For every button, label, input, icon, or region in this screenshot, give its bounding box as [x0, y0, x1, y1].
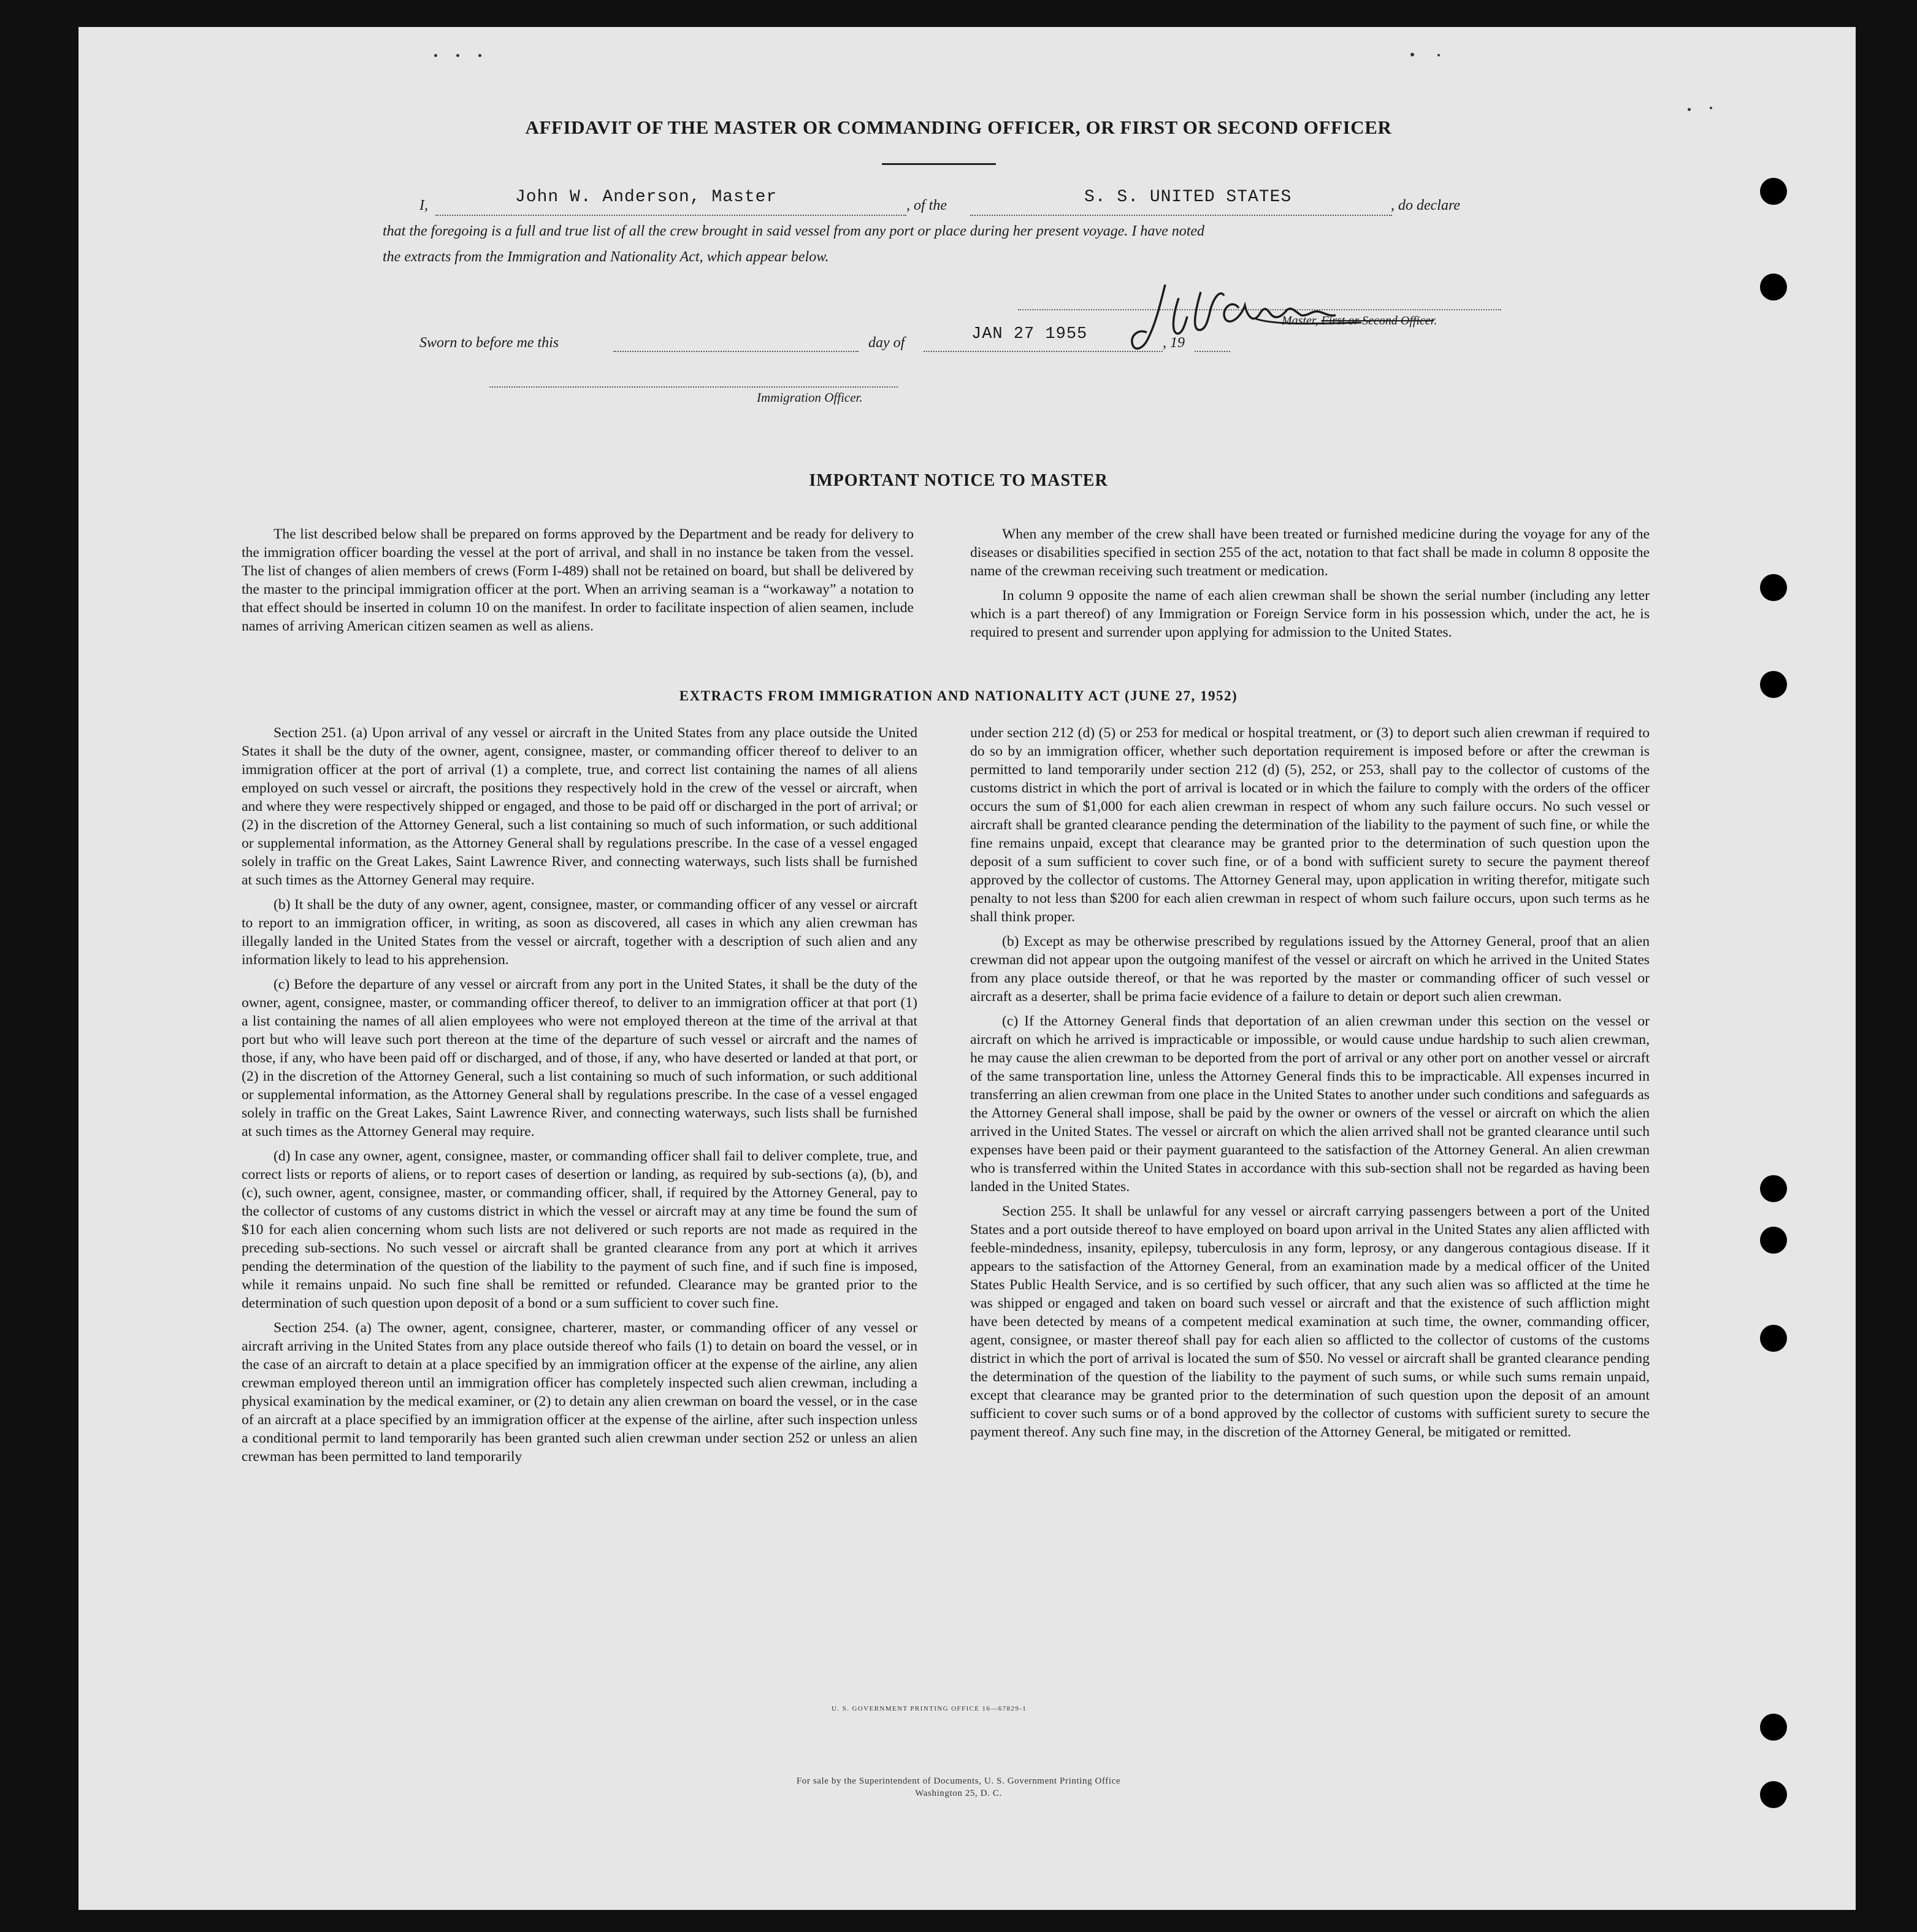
section-251-d: (d) In case any owner, agent, consignee, master, or commanding officer shall fail to deliver complete, true, and correct lists or reports of aliens, or to report cases of desertion or landing, as required by sub-sections (a), (b), and (c), such owner, agent, consignee, master, or commanding officer, shall, if required by the Attorney General, pay to the collector of customs of any customs district in which the vessel or aircraft may at any time be found the sum of $10 for each alien concerning whom such lists are not delivered or such reports are not made as required in the preceding sub-sections. No such vessel or aircraft shall be granted clearance from any port at which it arrives pending the determination of the question of the liability to the payment of such fine, and if such fine is imposed, while it remains unpaid. No such fine shall be remitted or refunded. Clearance may be granted prior to the determination of such question upon deposit of a bond or a sum sufficient to cover such fine. [242, 1148, 917, 1311]
year-line [1195, 351, 1230, 352]
title-underline [882, 163, 996, 165]
sworn-month-line [924, 351, 1163, 352]
affidavit-title: AFFIDAVIT OF THE MASTER OR COMMANDING OFFICER, OR FIRST OR SECOND OFFICER [525, 117, 1392, 138]
punch-hole [1760, 1227, 1787, 1254]
extracts-right-column [970, 724, 1650, 1447]
year-prefix: , 19 [1163, 335, 1185, 351]
punch-hole [1760, 1781, 1787, 1808]
speck [434, 54, 437, 57]
vessel-field-line [970, 215, 1392, 216]
section-251-b: (b) It shall be the duty of any owner, agent, consignee, master, or commanding officer of any vessel or aircraft to report to an immigration officer, in writing, as soon as discovered, all cases in which any alien crewman has illegally landed in the United States from the vessel or aircraft, together with a description of such alien and any information likely to lead to his apprehension. [242, 897, 917, 968]
speck [1688, 108, 1691, 111]
speck [478, 54, 481, 57]
notice-right-column [970, 525, 1650, 648]
declaration-line-3: the extracts from the Immigration and Nationality Act, which appear below. [383, 249, 829, 265]
notice-left-column [242, 525, 914, 642]
section-254-b: (b) Except as may be otherwise prescribed by regulations issued by the Attorney General, proof that an alien crewman did not appear upon the outgoing manifest of the vessel or aircraft on which he arrived in the United States from any place outside thereof, or that he was reported by the master or commanding officer of such vessel or aircraft as a deserter, shall be prima facie evidence of a failure to detain or deport such alien crewman. [970, 933, 1650, 1005]
vessel-name-field: S. S. UNITED STATES [1084, 188, 1292, 207]
extracts-heading: EXTRACTS FROM IMMIGRATION AND NATIONALITY ACT (JUNE 27, 1952) [679, 688, 1238, 703]
section-254-a: Section 254. (a) The owner, agent, consignee, charterer, master, or commanding officer of any vessel or aircraft arriving in the United States from any place outside thereof who fails (1) to detain on board the vessel, or in the case of an aircraft to detain at a place specified by an immigration officer at the expense of the airline, any alien crewman employed thereon until an immigration officer has completely inspected such alien crewman, including a physical examination by the medical examiner, or (2) to detain any alien crewman on board the vessel, or in the case of an aircraft at a place specified by an immigration officer at the expense of the airline, after such inspection unless a conditional permit to land temporarily has been granted such alien crewman under section 252 or unless an alien crewman has been permitted to land temporarily [242, 1320, 917, 1465]
section-251-c: (c) Before the departure of any vessel or aircraft from any port in the United States, it shall be the duty of the owner, agent, consignee, master, or commanding officer thereof, to deliver to an immigration officer at that port (1) a list containing the names of all alien employees who were not employed thereon at the time of the arrival at that port but who will leave such port thereon at the time of the departure of such vessel or aircraft and the names of those, if any, who have been paid off or discharged, and of those, if any, who have deserted or landed at that port, or (2) in the discretion of the Attorney General, such a list containing so much of such information, or such additional or supplemental information, as the Attorney General shall by regulations prescribe. In the case of a vessel engaged solely in traffic on the Great Lakes, Saint Lawrence River, and connecting waterways, such lists shall be furnished at such times as the Attorney General may require. [242, 976, 917, 1140]
punch-hole [1760, 1714, 1787, 1741]
role-suffix: . [1434, 314, 1437, 328]
footer-line-2: Washington 25, D. C. [915, 1788, 1002, 1798]
declaration-prefix: I, [419, 197, 428, 213]
sworn-label: Sworn to before me this [419, 335, 559, 351]
date-stamp: JAN 27 1955 [971, 325, 1088, 343]
do-declare-label: , do declare [1391, 197, 1461, 213]
immigration-officer-label: Immigration Officer. [757, 390, 863, 405]
speck [1710, 107, 1712, 109]
section-251-a: Section 251. (a) Upon arrival of any vessel or aircraft in the United States from any place outside the United States it shall be the duty of the owner, agent, consignee, master, or commanding officer thereof to deliver to an immigration officer at the port of arrival (1) a complete, true, and correct list containing the names of all aliens employed on such vessel or aircraft, the positions they respectively hold in the crew of the vessel or aircraft, when and where they were respectively shipped or engaged, and those to be paid off or discharged in the port of arrival; or (2) in the discretion of the Attorney General, such a list containing so much of such information, or such additional or supplemental information, as the Attorney General shall by regulations prescribe. In the case of a vessel engaged solely in traffic on the Great Lakes, Saint Lawrence River, and connecting waterways, such lists shall be furnished at such times as the Attorney General may require. [242, 725, 917, 888]
notice-left-text: The list described below shall be prepared on forms approved by the Department and be ready for delivery to the immigration officer boarding the vessel at the port of arrival, and shall in no instance be taken from the vessel. The list of changes of alien members of crews (Form I-489) shall not be retained on board, but shall be delivered by the master to the principal immigration officer at the port. When an arriving seaman is a “workaway” a notation to that effect should be inserted in column 10 on the manifest. In order to facilitate inspection of alien seamen, include names of arriving American citizen seamen as well as aliens. [242, 526, 914, 634]
punch-hole [1760, 274, 1787, 301]
name-field-line [435, 215, 906, 216]
role-master: Master, [1282, 314, 1318, 328]
speck [1410, 53, 1414, 56]
footer-line-1: For sale by the Superintendent of Documents, U. S. Government Printing Office [796, 1776, 1121, 1786]
master-name-field: John W. Anderson, Master [515, 188, 778, 207]
notice-heading: IMPORTANT NOTICE TO MASTER [809, 471, 1108, 490]
section-254-c: (c) If the Attorney General finds that deportation of an alien crewman under this section on the vessel or aircraft on which he arrived is impracticable or impossible, or would cause undue hardship to such alien crewman, he may cause the alien crewman to be deported from the port of arrival or any other port on another vessel or aircraft of the same transportation line, unless the Attorney General finds this to be impracticable. All expenses incurred in transferring an alien crewman from one place in the United States to another under such conditions and safeguards as the Attorney General shall impose, shall be paid by the owner or owners of the vessel or aircraft on which the alien arrived in the United States. The vessel or aircraft on which the alien arrived shall not be granted clearance until such expenses have been paid or their payment guaranteed to the satisfaction of the Attorney General. An alien crewman who is transferred within the United States in accordance with this sub-section shall not be regarded as having been landed in the United States. [970, 1013, 1650, 1195]
speck [456, 54, 459, 57]
footer [0, 1775, 1917, 1800]
notice-right-p1: When any member of the crew shall have been treated or furnished medicine during the voyage for any of the diseases or disabilities specified in section 255 of the act, notation to that fact shall be made in column 8 opposite the name of the crewman receiving such treatment or medication. [970, 526, 1650, 579]
punch-hole [1760, 178, 1787, 205]
declaration-line-2: that the foregoing is a full and true list of all the crew brought in said vessel from any port or place during her present voyage. I have noted [383, 223, 1205, 239]
punch-hole [1760, 1175, 1787, 1202]
printing-office-line: U. S. GOVERNMENT PRINTING OFFICE 16—67829-1 [832, 1705, 1027, 1712]
punch-hole [1760, 671, 1787, 698]
immigration-officer-line [489, 386, 898, 388]
punch-hole [1760, 574, 1787, 601]
section-254-a-cont: under section 212 (d) (5) or 253 for medical or hospital treatment, or (3) to deport such alien crewman if required to do so by an immigration officer, whether such deportation requirement is imposed before or after the crewman is permitted to land temporarily under section 212 (d) (5), 252, or 253, shall pay to the collector of customs of the customs district in which the port of arrival is located or in which the failure to comply with the orders of the officer occurs the sum of $1,000 for each alien crewman in respect of whom any such failure occurs. No such vessel or aircraft shall be granted clearance pending the determination of the liability to the payment of such fine, or while the fine remains unpaid, except that clearance may be granted prior to the determination of such question upon the deposit of a sum sufficient to cover such fine, or of a bond with sufficient surety to secure the payment thereof approved by the collector of customs. The Attorney General may, upon application in writing therefor, mitigate such penalty to not less than $200 for each alien crewman in respect of whom such failure occurs, upon such terms as he shall think proper. [970, 725, 1650, 925]
of-the-label: , of the [906, 197, 947, 213]
signature-role [1282, 314, 1437, 328]
sworn-day-line [613, 351, 859, 352]
punch-hole [1760, 1325, 1787, 1352]
day-of-label: day of [868, 335, 905, 351]
notice-right-p2: In column 9 opposite the name of each alien crewman shall be shown the serial number (including any letter which is a part thereof) of any Immigration or Foreign Service form in his possession which, under the act, he is required to present and surrender upon applying for admission to the United States. [970, 588, 1650, 640]
section-255: Section 255. It shall be unlawful for any vessel or aircraft carrying passengers between a port of the United States and a port outside thereof to have employed on board upon arrival in the United States any alien afflicted with feeble-mindedness, insanity, epilepsy, tuberculosis in any form, leprosy, or any dangerous contagious disease. If it appears to the satisfaction of the Attorney General, from an examination made by a medical officer of the United States Public Health Service, and is so certified by such officer, that any such alien was so afflicted at the time he was shipped or engaged and taken on board such vessel or aircraft and that the existence of such affliction might have been detected by means of a competent medical examination at such time, the owner, commanding officer, agent, consignee, or master thereof shall pay for each alien so afflicted to the collector of customs of the customs district in which the port of arrival is located the sum of $50. No vessel or aircraft shall be granted clearance pending the determination of the question of the liability to the payment of such sums, or while such sums remain unpaid, except that clearance may be granted prior to the determination of such question upon the deposit of an amount sufficient to cover such sums or of a bond approved by the collector of customs with sufficient surety to secure the payment thereof. Any such fine may, in the discretion of the Attorney General, be mitigated or remitted. [970, 1203, 1650, 1440]
extracts-left-column [242, 724, 917, 1472]
speck [1437, 54, 1440, 56]
role-struck: First or Second Officer [1321, 314, 1434, 328]
